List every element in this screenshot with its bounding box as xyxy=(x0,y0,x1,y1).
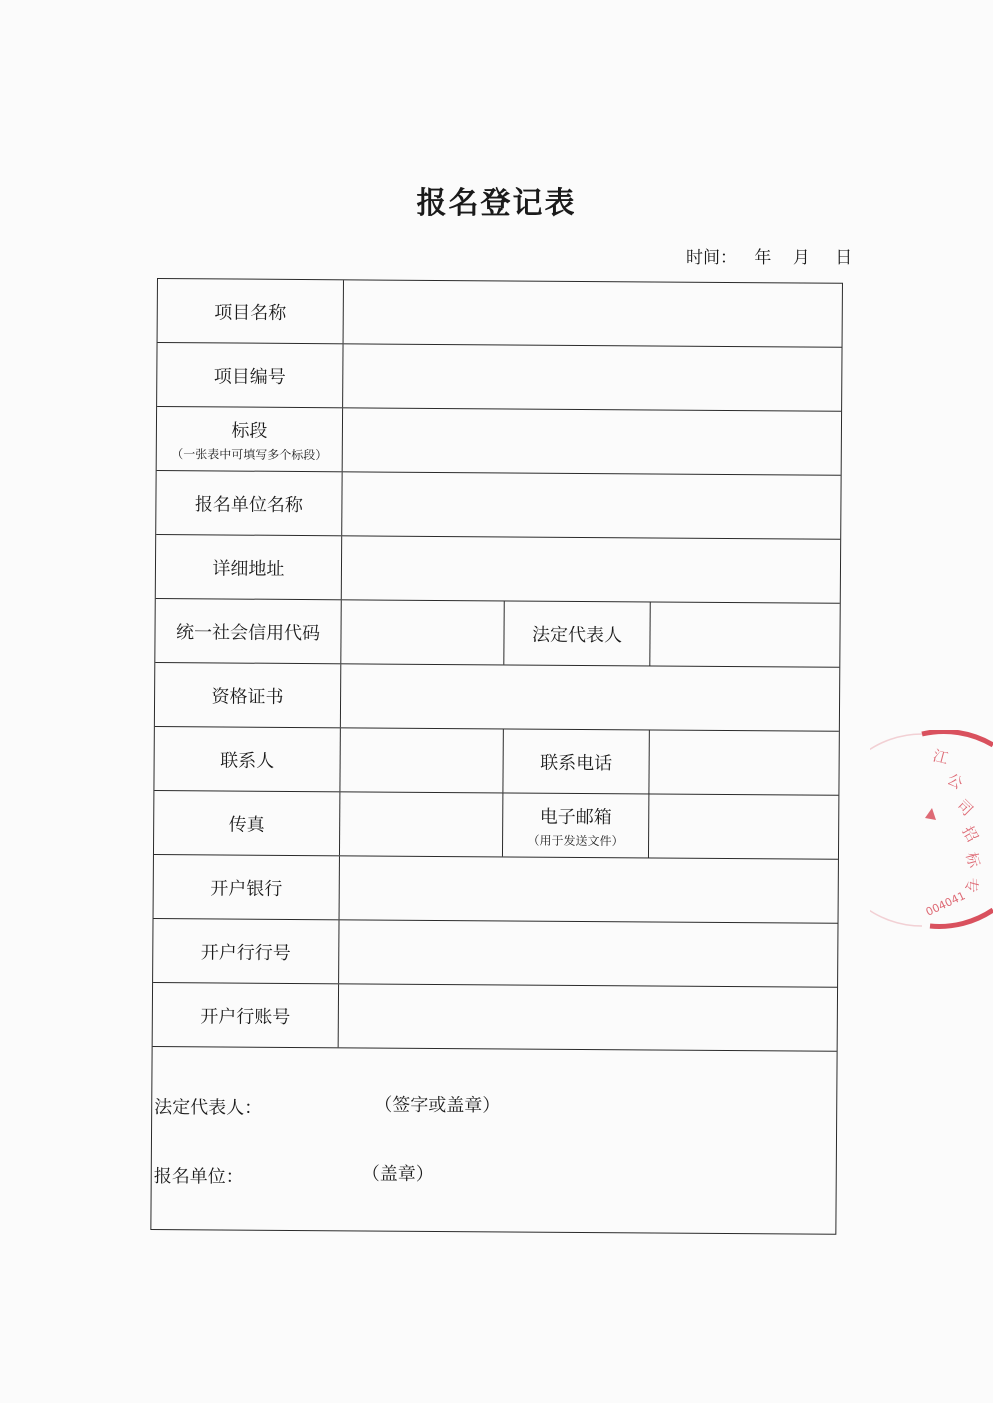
qualification-field[interactable] xyxy=(341,664,839,730)
legal-rep-field[interactable] xyxy=(650,602,839,666)
date-month-label: 月 xyxy=(792,248,810,268)
contact-phone-label: 联系电话 xyxy=(503,729,649,793)
section-field[interactable] xyxy=(343,408,841,474)
address-label: 详细地址 xyxy=(156,535,342,599)
form-row-project-number xyxy=(157,343,841,412)
date-year-label: 年 xyxy=(754,248,772,268)
page-title: 报名登记表 xyxy=(416,186,577,221)
email-field[interactable] xyxy=(649,794,838,858)
fax-field[interactable] xyxy=(340,792,503,856)
form-row-credit-code xyxy=(155,599,839,668)
form-row-project-name xyxy=(158,279,842,348)
date-line xyxy=(686,243,852,268)
credit-code-field[interactable] xyxy=(341,600,504,664)
project-name-field[interactable] xyxy=(344,280,842,346)
svg-text:标: 标 xyxy=(962,850,984,870)
form-row-bank-code xyxy=(153,919,837,988)
form-row-applicant-name xyxy=(156,471,840,540)
bank-label: 开户银行 xyxy=(154,855,340,919)
form-row-qualification xyxy=(155,663,839,732)
unit-sign-label: 报名单位： xyxy=(153,1165,244,1188)
section-note: （一张表中可填写多个标段） xyxy=(171,446,328,462)
svg-text:公: 公 xyxy=(944,769,967,793)
registration-form xyxy=(150,278,843,1235)
form-row-contact xyxy=(154,727,838,796)
bank-field[interactable] xyxy=(340,856,838,922)
email-label: 电子邮箱 xyxy=(539,806,612,828)
credit-code-label: 统一社会信用代码 xyxy=(155,599,341,663)
svg-text:江: 江 xyxy=(930,746,951,768)
svg-text:专: 专 xyxy=(962,877,981,894)
bank-account-field[interactable] xyxy=(339,984,837,1050)
form-row-bank-account xyxy=(153,983,837,1052)
contact-label: 联系人 xyxy=(154,727,340,791)
bank-code-label: 开户行行号 xyxy=(153,919,339,983)
contact-phone-field[interactable] xyxy=(649,730,838,794)
section-label: 标段 xyxy=(231,420,268,442)
project-number-field[interactable] xyxy=(343,344,841,410)
legal-rep-sign-label: 法定代表人： xyxy=(154,1097,263,1119)
legal-rep-sign-note: （签字或盖章） xyxy=(374,1094,501,1117)
email-note: （用于发送文件） xyxy=(527,833,624,848)
legal-rep-label: 法定代表人 xyxy=(504,601,650,665)
applicant-name-label: 报名单位名称 xyxy=(156,471,342,535)
bank-code-field[interactable] xyxy=(339,920,837,986)
applicant-name-field[interactable] xyxy=(342,472,840,538)
section-label-cell xyxy=(157,407,343,471)
date-label: 时间： xyxy=(686,248,737,268)
form-row-fax xyxy=(154,791,838,860)
form-row-bank xyxy=(154,855,838,924)
project-number-label: 项目编号 xyxy=(157,343,343,407)
signature-block xyxy=(151,1047,836,1234)
fax-label: 传真 xyxy=(154,791,340,855)
svg-text:司: 司 xyxy=(953,796,977,820)
email-label-cell xyxy=(503,793,649,857)
red-seal-stamp xyxy=(870,730,993,930)
seal-number: 004041 xyxy=(923,889,968,919)
date-day-label: 日 xyxy=(835,248,853,268)
form-row-address xyxy=(156,535,840,604)
bank-account-label: 开户行账号 xyxy=(153,983,339,1047)
address-field[interactable] xyxy=(342,536,840,602)
form-row-section xyxy=(157,407,841,476)
qualification-label: 资格证书 xyxy=(155,663,341,727)
unit-sign-note: （盖章） xyxy=(361,1163,434,1185)
svg-text:招: 招 xyxy=(958,823,982,846)
contact-field[interactable] xyxy=(340,728,503,792)
project-name-label: 项目名称 xyxy=(158,279,344,343)
